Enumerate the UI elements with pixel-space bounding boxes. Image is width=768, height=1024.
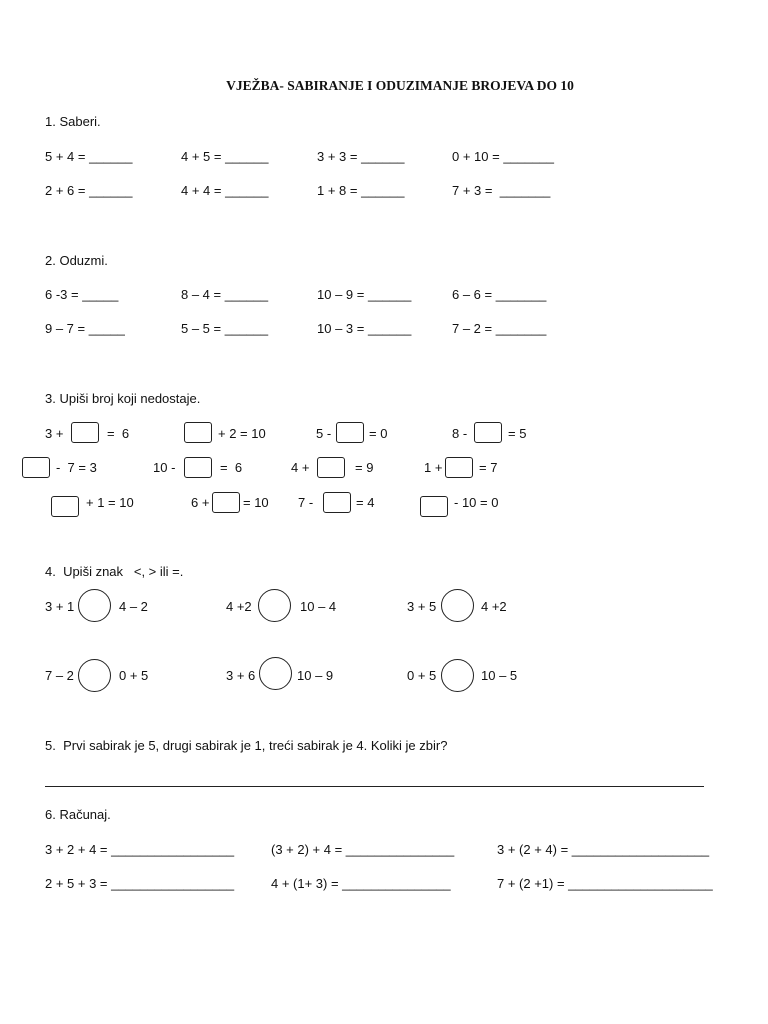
equation-part: + 2 = 10 xyxy=(218,426,266,441)
task-item: 6 -3 = _____ xyxy=(45,287,119,302)
equation-part: = 10 xyxy=(243,495,269,510)
answer-box[interactable] xyxy=(51,496,79,517)
task-item: 9 – 7 = _____ xyxy=(45,321,125,336)
answer-box[interactable] xyxy=(445,457,473,478)
equation-part: 8 - xyxy=(452,426,468,441)
task-item: 0 + 10 = _______ xyxy=(452,149,554,164)
task-item: 3 + 3 = ______ xyxy=(317,149,405,164)
task-item: 1 + 8 = ______ xyxy=(317,183,405,198)
comparison-part: 4 – 2 xyxy=(119,599,148,614)
sign-circle[interactable] xyxy=(78,659,111,692)
section-2-heading: 2. Oduzmi. xyxy=(45,253,108,268)
section-6-heading: 6. Računaj. xyxy=(45,807,111,822)
task-item: 3 + 2 + 4 = _________________ xyxy=(45,842,235,857)
answer-box[interactable] xyxy=(22,457,50,478)
equation-part: 3 + xyxy=(45,426,64,441)
sign-circle[interactable] xyxy=(441,659,474,692)
task-item: 2 + 6 = ______ xyxy=(45,183,133,198)
sign-circle[interactable] xyxy=(441,589,474,622)
comparison-part: 4 +2 xyxy=(226,599,252,614)
equation-part: + 1 = 10 xyxy=(86,495,134,510)
equation-part: = 0 xyxy=(369,426,388,441)
sign-circle[interactable] xyxy=(78,589,111,622)
equation-part: - 7 = 3 xyxy=(56,460,97,475)
answer-box[interactable] xyxy=(71,422,99,443)
task-item: 7 + 3 = _______ xyxy=(452,183,551,198)
equation-part: = 6 xyxy=(107,426,130,441)
equation-part: = 9 xyxy=(355,460,374,475)
comparison-part: 0 + 5 xyxy=(407,668,437,683)
answer-box[interactable] xyxy=(420,496,448,517)
answer-box[interactable] xyxy=(474,422,502,443)
task-item: 6 – 6 = _______ xyxy=(452,287,547,302)
comparison-part: 3 + 1 xyxy=(45,599,75,614)
answer-box[interactable] xyxy=(212,492,240,513)
equation-part: = 5 xyxy=(508,426,527,441)
comparison-part: 3 + 6 xyxy=(226,668,256,683)
answer-line[interactable] xyxy=(45,786,704,787)
answer-box[interactable] xyxy=(184,457,212,478)
equation-part: 10 - xyxy=(153,460,176,475)
task-item: 8 – 4 = ______ xyxy=(181,287,269,302)
task-item: 4 + 5 = ______ xyxy=(181,149,269,164)
sign-circle[interactable] xyxy=(258,589,291,622)
comparison-part: 10 – 4 xyxy=(300,599,337,614)
comparison-part: 3 + 5 xyxy=(407,599,437,614)
section-5-heading: 5. Prvi sabirak je 5, drugi sabirak je 1, treći sabirak je 4. Koliki je zbir? xyxy=(45,738,448,753)
sign-circle[interactable] xyxy=(259,657,292,690)
section-4-heading: 4. Upiši znak <, > ili =. xyxy=(45,564,184,579)
task-item: 5 – 5 = ______ xyxy=(181,321,269,336)
task-item: 5 + 4 = ______ xyxy=(45,149,133,164)
equation-part: = 4 xyxy=(356,495,375,510)
section-1-heading: 1. Saberi. xyxy=(45,114,101,129)
task-item: 3 + (2 + 4) = ___________________ xyxy=(497,842,710,857)
equation-part: - 10 = 0 xyxy=(454,495,499,510)
answer-box[interactable] xyxy=(184,422,212,443)
answer-box[interactable] xyxy=(336,422,364,443)
equation-part: 4 + xyxy=(291,460,310,475)
equation-part: = 6 xyxy=(220,460,243,475)
comparison-part: 10 – 9 xyxy=(297,668,334,683)
answer-box[interactable] xyxy=(317,457,345,478)
equation-part: 7 - xyxy=(298,495,314,510)
comparison-part: 7 – 2 xyxy=(45,668,74,683)
task-item: 4 + (1+ 3) = _______________ xyxy=(271,876,451,891)
task-item: 10 – 9 = ______ xyxy=(317,287,412,302)
task-item: 4 + 4 = ______ xyxy=(181,183,269,198)
comparison-part: 10 – 5 xyxy=(481,668,518,683)
equation-part: 6 + xyxy=(191,495,210,510)
equation-part: 1 + xyxy=(424,460,443,475)
equation-part: = 7 xyxy=(479,460,498,475)
task-item: 2 + 5 + 3 = _________________ xyxy=(45,876,235,891)
answer-box[interactable] xyxy=(323,492,351,513)
task-item: 10 – 3 = ______ xyxy=(317,321,412,336)
section-3-heading: 3. Upiši broj koji nedostaje. xyxy=(45,391,201,406)
task-item: 7 + (2 +1) = ____________________ xyxy=(497,876,713,891)
worksheet-title: VJEŽBA- SABIRANJE I ODUZIMANJE BROJEVA DO 10 xyxy=(226,78,574,93)
task-item: (3 + 2) + 4 = _______________ xyxy=(271,842,455,857)
comparison-part: 0 + 5 xyxy=(119,668,149,683)
task-item: 7 – 2 = _______ xyxy=(452,321,547,336)
equation-part: 5 - xyxy=(316,426,332,441)
comparison-part: 4 +2 xyxy=(481,599,507,614)
